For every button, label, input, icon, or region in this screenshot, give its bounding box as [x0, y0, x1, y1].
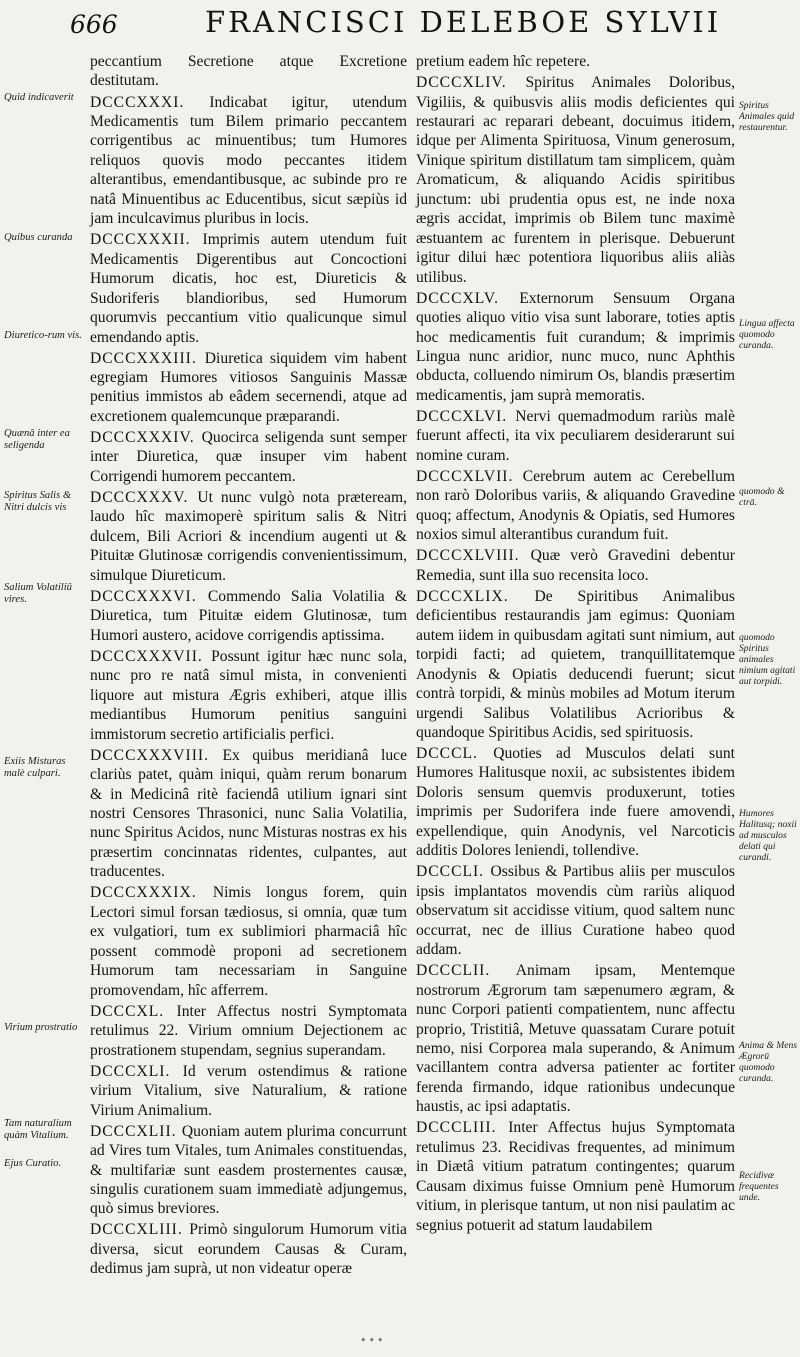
paragraph-text: Possunt igitur hæc nunc sola, nunc pro re natâ simul mista, in convenienti liquore aut mistura Ægris exhiberi, atque illis mediantibus Humorum penitius sanguini immistorum secretio artificialis perfici.: [90, 647, 408, 743]
right-column: [416, 52, 735, 1237]
paragraph: [416, 1118, 735, 1235]
paragraph-number: DCCCXXXV.: [90, 488, 198, 506]
margin-note: quomodo Spiritus animales nimium agitati aut torpidi.: [739, 632, 796, 687]
paragraph-text: De Spiritibus Animalibus deficientibus restaurandis jam egimus: Quoniam autem iidem in quibusdam agitati sunt nimium, aut torpidi facti; ad quietem, tranquillitatemque Anodynis & Opiatis deducendi fuerunt; sicut contrà torpidi, & minùs mobiles ad Motum iterum urgendi Salibus Volatilibus Acrioribus & quandoque Spiritibus Acidis, sed spirituosis.: [416, 587, 735, 741]
paragraph-text: Spiritus Animales Doloribus, Vigiliis, & quibusvis aliis modis deficientes qui restaurari ac reparari debeant, docuimus itidem, idque per Alimenta Spirituosa, Vinum generosum, Vinique spiritum distillatum tam simplicem, quàm Aromaticum, & aliquando Acidis spiritibus junctum: ubi prudentia opus est, ne inde noxa ægris accidat, imprimis ob Bilem tunc maximè æstuantem ac furentem in plerisque. Debuerunt igitur dilui hæc potentiora liquoribus aliis aliàs utilibus.: [416, 74, 735, 286]
paragraph-number: DCCCL.: [416, 745, 494, 763]
paragraph: [90, 1002, 407, 1060]
paragraph-number: DCCCXLI.: [90, 1062, 183, 1080]
paragraph: [416, 546, 735, 585]
margin-note: Quænā inter ea seligenda: [4, 428, 70, 452]
paragraph-text: Imprimis autem utendum fuit Medicamentis Digerentibus aut Concoctioni Humorum dicatis, hoc est, Diureticis & Sudoriferis blandioribus, sed Humorum quorumvis peccantium vitio qualicunque simul emendando aptis.: [90, 231, 407, 346]
paragraph: [90, 488, 407, 585]
paragraph-number: DCCCXXXIX.: [90, 884, 213, 902]
paragraph-text: Ex quibus meridianâ luce clariùs patet, quàm iniqui, quàm rerum bonarum & in Medicinâ ritè faciendâ utilium ignari sint nostri Censores Thrasonici, nunc Salia Volatilia, nunc Spiritus Acidos, nunc Misturas nostras ex his præsertim concinnatas ridentes, culpantes, aut traducentes.: [90, 746, 407, 881]
paragraph-text: Cerebrum autem ac Cerebellum non rarò Doloribus variis, & aliquando Gravedine quoq; affectum, Anodynis & Opiatis, sed Humores noxios simul alterantibus curandum fuit.: [416, 467, 735, 544]
paragraph: [90, 1220, 407, 1278]
margin-note: Diuretico-rum vis.: [4, 330, 82, 341]
paragraph: [90, 230, 407, 347]
paragraph-text: Quocirca seligenda sunt semper inter Diuretica, quæ insuper vim habent Corrigendi humorem peccantem.: [90, 428, 407, 485]
paragraph-text: Indicabat igitur, utendum Medicamentis tum Bilem primario peccantem corrigentibus ac minuentibus; tum Humores reliquos quovis modo peccantes itidem alterantibus, emendantibusque, ac subinde pro re natâ Minuentibus ac Educentibus, sicut sæpiùs id jam inculcavimus pluribus in locis.: [90, 93, 407, 228]
paragraph: [416, 73, 735, 287]
paragraph-number: DCCCXXXIV.: [90, 428, 202, 446]
margin-note: Quid indicaverit: [4, 92, 74, 103]
paragraph-text: pretium eadem hîc repetere.: [416, 53, 591, 70]
paragraph: [416, 52, 735, 71]
paragraph: [416, 587, 735, 743]
paragraph: [90, 428, 407, 486]
paragraph-text: Inter Affectus nostri Symptomata retulimus 22. Virium omnium Dejectionem ac prostrationem stupendam, segnius superandam.: [90, 1002, 407, 1059]
paragraph-text: Primò singulorum Humorum vitia diversa, sicut eorundem Causas & Curam, dedimus jam suprà, ut non videatur operæ: [90, 1221, 407, 1278]
paragraph-number: DCCCXLV.: [416, 289, 520, 307]
margin-note: quomodo & ctrā.: [739, 486, 785, 508]
paragraph: [90, 1122, 407, 1219]
paragraph-number: DCCCXLVIII.: [416, 547, 531, 565]
paragraph-text: Nimis longus forem, quin Lectori simul forsan tædiosus, si omnia, quæ tum ex vulgatiori, tum ex sublimiori pharmaciâ hîc possent commodè proponi ad secretionem Humorum tam necessariam in Sanguine promovendam, hîc afferrem.: [90, 884, 408, 999]
paragraph-text: Diuretica siquidem vim habent egregiam Humores vitiosos Sanguinis Massæ penitius immistos ab eâdem secernendi, atque ad excretionem qualemcunque præparandi.: [90, 349, 407, 425]
paragraph-text: Animam ipsam, Mentemque nostrorum Ægrorum tam sæpenumero ægram, & nunc Corpori patienti compatientem, nunc affectu proprio, Tristitiâ, Metuve quassatam Curare potuit nemo, nisi Corporea mala superando, & Animum vacillantem contra adversa patienter ac fortiter ferenda firmando, idque rationibus undecunque haustis, ac ipsi adaptatis.: [416, 962, 735, 1116]
margin-note: Virium prostratio: [4, 1022, 78, 1033]
paragraph: [416, 289, 735, 406]
margin-note: Recidivæ frequentes unde.: [739, 1170, 779, 1203]
paragraph: [90, 1062, 407, 1120]
margin-note: Anima & Mens Ægrorū quomodo curanda.: [739, 1040, 798, 1084]
page-number: 666: [70, 10, 118, 39]
paragraph-text: Quoties ad Musculos delati sunt Humores Halitusque noxii, ac subsistentes ibidem Doloris sensum quemvis produxerunt, toties imprimis per Sudorifera inde fuere amovendi, expellendique, quin Anodynis, vel Narcoticis additis Dolores leniendi, tollendive.: [416, 745, 735, 860]
paragraph-number: DCCCXLIV.: [416, 74, 526, 92]
paragraph: [90, 883, 407, 1000]
margin-note: Exiis Misturas malè culpari.: [4, 756, 66, 780]
margin-note: Tam naturalium quàm Vitalium.: [4, 1118, 72, 1142]
paragraph: [90, 647, 407, 744]
paragraph-number: DCCCXXXVIII.: [90, 746, 223, 764]
paragraph-text: Commendo Salia Volatilia & Diuretica, tum Pituitæ eidem Glutinosæ, tum Humori austero, acidove corrigendis aptissima.: [90, 587, 408, 644]
paragraph: [90, 746, 407, 882]
paragraph-text: Inter Affectus hujus Symptomata retulimus 23. Recidivas frequentes, ad minimum in Diætâ vitium patratum contingentes; quarum Causam diximus fuisse Omnium penè Humorum vitium, in plerisque tantum, ut non nisi paulatim ac segnius potuerit ad statum laudabilem: [416, 1119, 735, 1234]
left-column: [90, 52, 407, 1280]
paragraph: [90, 349, 407, 427]
paragraph-number: DCCCLIII.: [416, 1119, 509, 1137]
running-head: FRANCISCI DELEBOE SYLVII: [205, 5, 722, 39]
paragraph-text: Id verum ostendimus & ratione virium Vitalium, sive Naturalium, & ratione Virium Animalium.: [90, 1062, 407, 1119]
paragraph-number: DCCCLII.: [416, 962, 516, 980]
paragraph-number: DCCCXXXVI.: [90, 587, 208, 605]
paragraph-number: DCCCXLIX.: [416, 587, 535, 605]
paragraph-text: Quoniam autem plurima concurrunt ad Vires tum Vitales, tum Animales constituendas, & multifariæ sunt easdem prosternentes causæ, singulis curationem suam immediatè adjungemus, quò simus breviores.: [90, 1122, 407, 1218]
paragraph-text: Externorum Sensuum Organa quoties aliquo vitio visa sunt laborare, toties aptis hoc medicamentis fuit curandum; & imprimis Lingua nunc aridior, nunc muco, nunc Aphthis obducta, colluendo nimirum Os, blandis præsertim medicamentis, jam suprà memoratis.: [416, 289, 735, 404]
paragraph: [90, 587, 407, 645]
paragraph: [416, 744, 735, 861]
paragraph-text: Nervi quemadmodum rariùs malè fuerunt affecti, ita vix peculiarem desiderarunt sui nomine curam.: [416, 407, 735, 464]
margin-note: Salium Volatiliū vires.: [4, 582, 72, 606]
paragraph-text: peccantium Secretione atque Excretione destitutam.: [90, 53, 407, 90]
paragraph: [90, 52, 407, 91]
margin-note: Humores Halitusq; noxii ad musculos delati qui curandi.: [739, 808, 797, 863]
paragraph-number: DCCCXLVI.: [416, 407, 516, 425]
margin-note: Lingua affecta quomodo curanda.: [739, 318, 795, 351]
paragraph: [90, 93, 407, 229]
paragraph-text: Quæ verò Gravedini debentur Remedia, sunt illa suo recensita loco.: [416, 547, 735, 584]
paragraph: [416, 407, 735, 465]
paragraph: [416, 961, 735, 1117]
margin-note: Ejus Curatio.: [4, 1158, 62, 1169]
paragraph-number: DCCCXXXI.: [90, 93, 210, 111]
paragraph-number: DCCCLI.: [416, 863, 491, 881]
margin-note: Spiritus Salis & Nitri dulcis vis: [4, 490, 72, 514]
margin-note: Spiritus Animales quid restaurentur.: [739, 100, 795, 133]
paragraph-number: DCCCXLII.: [90, 1122, 182, 1140]
paragraph-text: Ossibus & Partibus aliis per musculos ipsis implantatos movendis cùm rariùs aliquod observatum sit accidisse vitium, quod saltem nunc occurrat, nec de illius Curatione habeo quod addam.: [416, 863, 736, 959]
paragraph: [416, 467, 735, 545]
paragraph-number: DCCCXL.: [90, 1002, 177, 1020]
paragraph-number: DCCCXXXII.: [90, 231, 203, 249]
margin-note: Quibus curanda: [4, 232, 73, 243]
paragraph-number: DCCCXLIII.: [90, 1221, 190, 1239]
paragraph: [416, 862, 735, 959]
paragraph-number: DCCCXXXVII.: [90, 647, 212, 665]
paragraph-number: DCCCXXXIII.: [90, 349, 205, 367]
paragraph-number: DCCCXLVII.: [416, 467, 523, 485]
paragraph-text: Ut nunc vulgò nota præteream, laudo hîc maximoperè spiritum salis & Nitri dulcem, Bili Acriori & incendium augenti ut & Pituitæ Glutinosæ corrigendis convenientissimum, simulque Diureticum.: [90, 488, 408, 584]
catchword-smudge: •••: [360, 1334, 386, 1347]
